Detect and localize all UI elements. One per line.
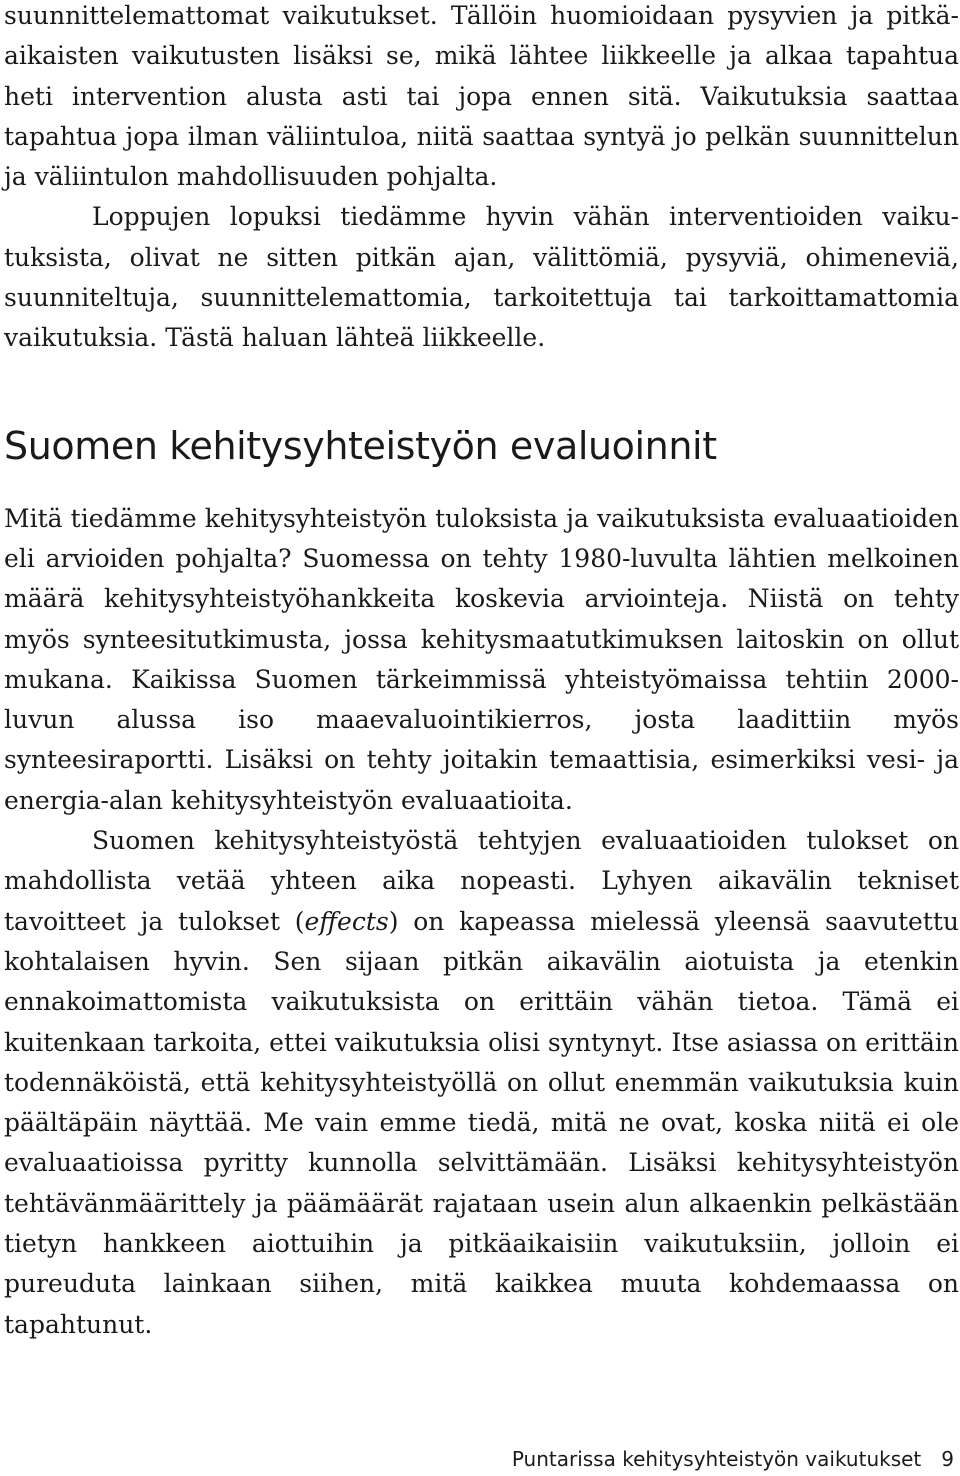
footer-title: Puntarissa kehitysyhteistyön vaikutukset (511, 1447, 922, 1471)
page-footer (512, 1446, 954, 1472)
effects-term: effects (304, 906, 389, 936)
section-heading: Suomen kehitysyhteistyön evaluoinnit (4, 423, 717, 468)
section-paragraph-2-end: ) on kapeassa mielessä yleensä saavutettu kohtalaisen hyvin. Sen sijaan pitkän aikavälin aiotuista ja etenkin ennakoimattomista vaikutuksista on erittäin vähän tietoa. Tämä ei kuitenkaan tarkoita, ettei vaikutuksia olisi syntynyt. Itse asiassa on erittäin todennäköistä, että kehitysyhteistyöllä on ollut enemmän vaikutuksia kuin päältäpäin näyttää. Me vain emme tiedä, mitä ne ovat, koska niitä ei ole evaluaatioissa pyritty kunnolla selvittämään. Lisäksi kehitysyhteistyön tehtävänmäärittely ja päämäärät rajataan usein alun alkaenkin pelkästään tietyn hankkeen aiottuihin ja pitkäaikaisiin vaikutuksiin, jolloin ei pureuduta lainkaan siihen, mitä kaikkea muuta kohdemaassa on tapahtunut. (4, 906, 959, 1339)
section-paragraph-1: Mitä tiedämme kehitysyhteistyön tuloksista ja vaikutuksista evaluaatioiden eli arvioiden pohjalta? Suomessa on tehty 1980-luvulta lähtien melkoinen määrä kehitysyhteistyöhankkeita koskevia arviointeja. Niistä on tehty myös synteesitutkimusta, jossa kehitysmaatutkimuksen laitoskin on ollut mukana. Kaikissa Suomen tärkeimmissä yhteistyömaissa tehtiin 2000-luvun alussa iso maaevaluointikierros, josta laadittiin myös synteesiraportti. Lisäksi on tehty joitakin temaattisia, esimerkiksi vesi- ja energia-alan kehitysyhteistyön evaluaatioita. (4, 503, 959, 815)
page-number: 9 (941, 1447, 954, 1471)
intro-paragraph-1: suunnittelemattomat vaikutukset. Tällöin huomioidaan pysyvien ja pitkäaikaisten vaikutusten lisäksi se, mikä lähtee liikkeelle ja alkaa tapahtua heti intervention alusta asti tai jopa ennen sitä. Vaikutuksia saattaa tapahtua jopa ilman väliintuloa, niitä saattaa syntyä jo pelkän suunnittelun ja väliintulon mahdollisuuden pohjalta. (4, 1, 959, 192)
section-paragraph-2 (4, 821, 959, 1345)
section-paragraph-2-start: Suomen kehitysyhteistyöstä tehtyjen evaluaatioiden tulokset on mahdollista vetää yhteen aika nopeasti. Lyhyen aikavälin tekniset tavoitteet ja tulokset ( (4, 826, 959, 936)
page-body (4, 0, 959, 1345)
intro-paragraph-2: Loppujen lopuksi tiedämme hyvin vähän interventioiden vaikutuksista, olivat ne sitten pitkän ajan, välittömiä, pysyviä, ohimeneviä, suunniteltuja, suunnittelemattomia, tarkoitettuja tai tarkoittamattomia vaikutuksia. Tästä haluan lähteä liikkeelle. (4, 202, 959, 353)
